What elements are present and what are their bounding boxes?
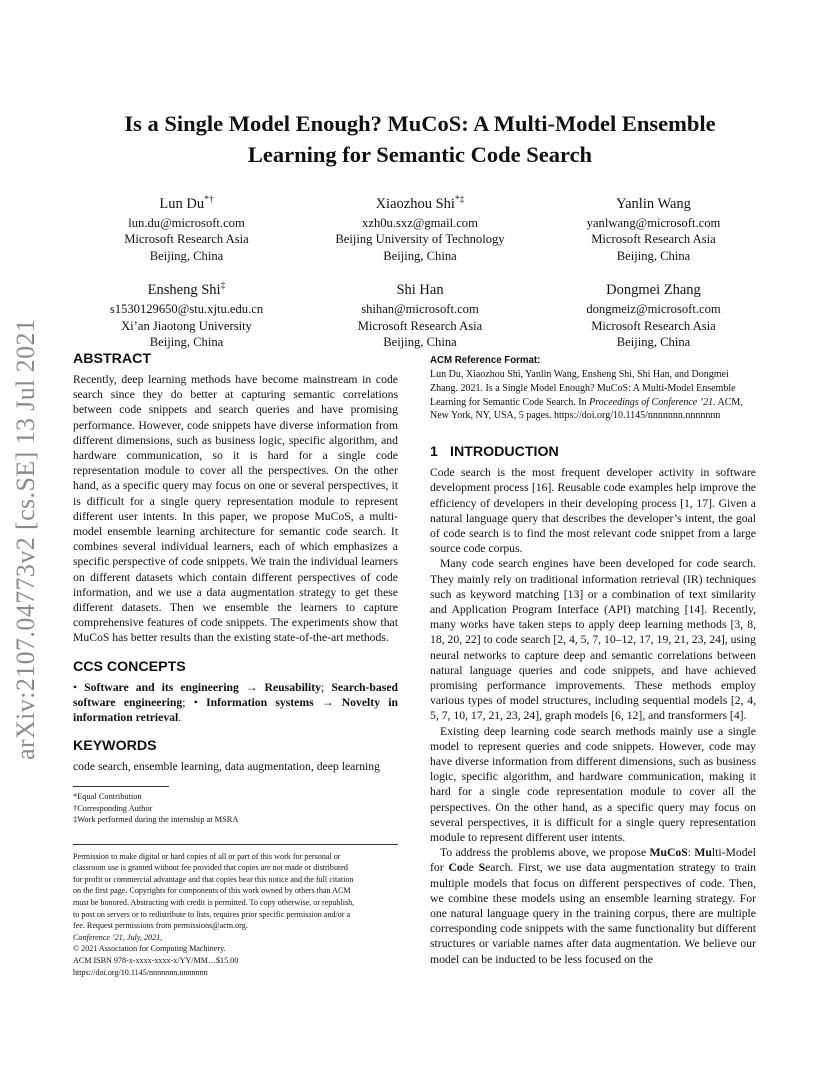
author-affiliation: Beijing University of Technology [335, 232, 505, 247]
permission-line: for profit or commercial advantage and that copies bear this notice and the full citation [73, 874, 354, 884]
acronym-letter: S [478, 861, 486, 875]
title-line-2: Learning for Semantic Code Search [247, 142, 593, 167]
intro-paragraph-3: Existing deep learning code search methods mainly use a single model to represent queries and code snippets. However, code may have diverse information from different dimensions, such as business logic, specific algorithm, and hardware communication, making it hard for a single code representation module to cover all the perspectives. On the other hand, as a specific query may focus on several perspectives, it is difficult for a single query representation module to represent different user intents. [430, 724, 756, 845]
doi-link[interactable]: https://doi.org/10.1145/nnnnnnn.nnnnnnn [73, 967, 208, 977]
abstract-heading: ABSTRACT [73, 351, 152, 367]
author-location: Beijing, China [383, 248, 457, 263]
ccs-bullet: • [73, 680, 85, 694]
footnote-equal-contribution: *Equal Contribution [73, 792, 142, 802]
text-run: de [462, 861, 479, 875]
author-email: shihan@microsoft.com [361, 302, 479, 317]
author-marks: ‡ [220, 281, 226, 292]
author-name [70, 190, 303, 214]
left-column [73, 350, 398, 978]
introduction-heading [430, 443, 756, 461]
author-name [537, 276, 770, 300]
intro-paragraph-4 [430, 845, 756, 967]
section-number: 1 [430, 444, 438, 461]
author-location: Beijing, China [149, 335, 224, 350]
author-name-text: Shi Han [396, 282, 444, 299]
abstract-text: Recently, deep learning methods have become mainstream in code search since they do better at capturing semantic correlations between code snippets and search queries and have promising performance. However, code snippets have diverse information from different dimensions, such as business logic, specific algorithm, and hardware communication, so it is hard for a single code representation module to cover all the perspectives. On the other hand, as a specific query may focus on one or several perspectives, it is difficult for a single query representation module to represent different user intents. In this paper, we propose MuCoS, a multi-model ensemble learning architecture for semantic code search. It combines several individual learners, each of which emphasizes a specific perspective of code snippets. We train the individual learners on different datasets which contain different perspectives of code information, and we use a data augmentation strategy to get these different datasets. Then we ensemble the learners to capture comprehensive features of code snippets. The experiments show that MuCoS has better results than the existing state-of-the-art methods. [73, 373, 398, 645]
acronym-letter: Mu [694, 846, 712, 860]
author-card [304, 276, 537, 350]
ccs-separator: ; [321, 680, 332, 694]
author-location: Beijing, China [616, 248, 691, 263]
footnotes [73, 786, 239, 825]
author-email: dongmeiz@microsoft.com [586, 302, 721, 317]
text-run: earch. First, we use data augmentation strategy to train multiple models that focus on different perspectives of code. Then, we combine these models using an ensemble learning strategy. For one natural language query in the training corpus, there are multiple corresponding code snippets with the same functionality but different structures or variable names after data augmentation. We believe our model can be inducted to be less focused on the [430, 861, 757, 966]
author-name [70, 276, 303, 300]
permission-block [73, 844, 398, 979]
author-card [70, 276, 303, 350]
permission-line: classroom use is granted without fee provided that copies are not made or distributed [73, 863, 348, 873]
author-affiliation: Microsoft Research Asia [591, 232, 716, 247]
copyright: © 2021 Association for Computing Machinery. [73, 944, 226, 954]
acm-reference-part: Lun Du, Xiaozhou Shi, Yanlin Wang, Ensheng Shi, Shi Han, and Dongmei Zhang. 2021. Is a Single Model Enough? MuCoS: A Multi-Model Ensemble Learning for Semantic Code Search. In [430, 369, 736, 408]
author-card [70, 190, 303, 264]
author-marks: *‡ [454, 195, 465, 205]
acm-reference-heading: ACM Reference Format: [430, 355, 541, 366]
isbn: ACM ISBN 978-x-xxxx-xxxx-x/YY/MM…$15.00 [73, 956, 239, 966]
author-affiliation: Microsoft Research Asia [124, 232, 249, 247]
author-name [537, 190, 770, 214]
author-email: yanlwang@microsoft.com [586, 216, 721, 230]
acm-reference-text [430, 368, 756, 423]
author-card [537, 190, 770, 264]
author-affiliation: Xi’an Jiaotong University [121, 318, 252, 333]
text-run: lti-Model for [430, 846, 757, 875]
section-title: INTRODUCTION [450, 444, 559, 461]
author-affiliation: Microsoft Research Asia [591, 318, 716, 333]
author-name-text: Lun Du [159, 196, 205, 212]
ccs-end: . [178, 711, 182, 725]
acm-reference-proceedings: Proceedings of Conference ’21. [589, 396, 716, 408]
permission-line: on the first page. Copyrights for components of this work owned by others than ACM [73, 886, 351, 896]
text-run: : [687, 846, 695, 860]
arxiv-identifier: arXiv:2107.04773v2 [cs.SE] 13 Jul 2021 [11, 318, 40, 760]
author-name-text: Dongmei Zhang [606, 282, 701, 299]
ccs-concept-3: Information systems → Novelty in information retrieval [73, 695, 398, 725]
ccs-separator: ; • [182, 695, 207, 709]
mucos-name: MuCoS [649, 846, 688, 860]
permission-line: must be honored. Abstracting with credit is permitted. To copy otherwise, or republish, [73, 898, 355, 908]
permission-line: fee. Request permissions from permissions@acm.org. [73, 921, 248, 931]
ccs-heading: CCS CONCEPTS [73, 658, 186, 675]
ccs-concept-1: Software and its engineering → Reusability [84, 680, 322, 694]
author-card [304, 190, 537, 264]
author-marks: *† [204, 195, 214, 205]
footnote-corresponding-author: †Corresponding Author [73, 803, 153, 813]
acm-reference-part: ACM, New York, NY, USA, 5 pages. https://doi.org/10.1145/nnnnnnn.nnnnnnn [430, 396, 743, 422]
author-email: xzh0u.sxz@gmail.com [362, 216, 478, 230]
author-name-text: Xiaozhou Shi [375, 196, 455, 212]
author-location: Beijing, China [616, 335, 691, 350]
permission-line: to post on servers or to redistribute to lists, requires prior specific permission and/or a [73, 909, 351, 919]
permission-line: Permission to make digital or hard copies of all or part of this work for personal or [73, 851, 341, 861]
author-card [537, 276, 770, 350]
author-name-text: Yanlin Wang [616, 196, 691, 212]
author-row-2 [70, 276, 770, 350]
paper-title [80, 108, 760, 170]
footnote-internship: ‡Work performed during the internship at MSRA [73, 815, 239, 825]
author-email: s1530129650@stu.xjtu.edu.cn [109, 302, 264, 317]
author-location: Beijing, China [149, 248, 224, 263]
author-email: lun.du@microsoft.com [128, 216, 245, 230]
intro-paragraph-2: Many code search engines have been developed for code search. They mainly rely on traditional information retrieval (IR) techniques such as keyword matching [13] or a combination of text similarity and Application Program Interface (API) matching [14]. Recently, many works have taken steps to apply deep learning methods [3, 8, 18, 20, 22] to code search [2, 4, 5, 7, 10–12, 17, 19, 21, 23, 24], using neural networks to capture deep and semantic correlations between natural language queries and code snippets, and have achieved promising performance improvements. These methods employ various types of model structures, including sequential models [2, 4, 5, 7, 10, 17, 21, 23, 24], graph models [6, 12], and transformers [4]. [430, 557, 756, 723]
author-name-text: Ensheng Shi [147, 282, 221, 299]
ccs-concept-2: Search-based software engineering [73, 680, 399, 709]
author-affiliation: Microsoft Research Asia [357, 318, 483, 333]
title-line-1: Is a Single Model Enough? MuCoS: A Multi-Model Ensemble [124, 111, 716, 136]
author-name [304, 190, 537, 214]
text-run: To address the problems above, we propose [440, 846, 650, 860]
author-block [70, 190, 770, 362]
acronym-letter: Co [448, 861, 463, 875]
ccs-concepts [73, 680, 398, 726]
conference-info: Conference ’21, July, 2021, [73, 932, 163, 942]
keywords-text: code search, ensemble learning, data augmentation, deep learning [73, 760, 380, 774]
author-location: Beijing, China [383, 335, 457, 350]
author-name [304, 276, 537, 300]
intro-paragraph-1: Code search is the most frequent developer activity in software development process [16]. Reusable code examples help improve the efficiency of developers in their developing process [1, 17]. Given a natural language query that describes the developer’s intent, the goal of code search is to find the most relevant code snippet from a large source code corpus. [430, 466, 756, 556]
author-row-1 [70, 190, 770, 264]
keywords-heading: KEYWORDS [73, 738, 157, 755]
right-column [430, 355, 756, 967]
